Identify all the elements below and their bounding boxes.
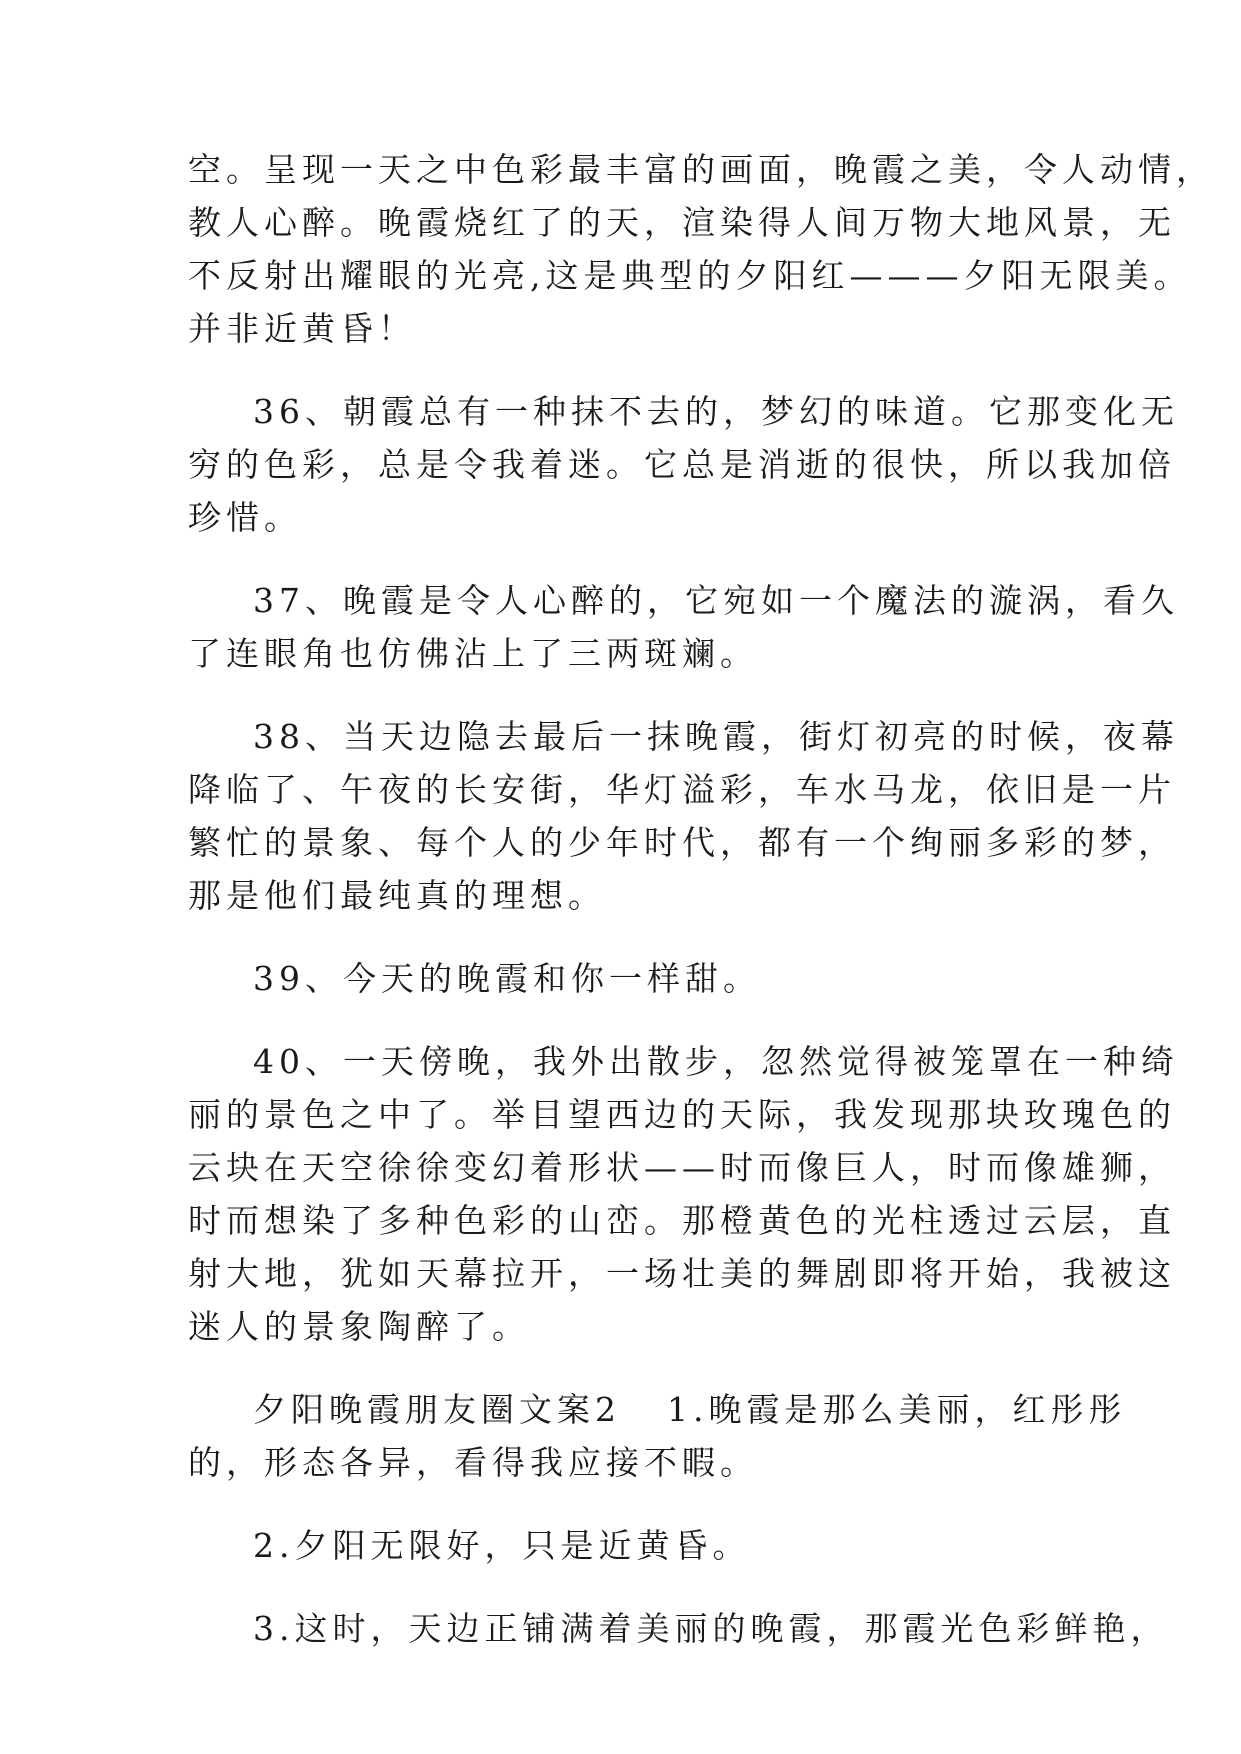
text-line: 降临了、午夜的长安街，华灯溢彩，车水马龙，依旧是一片 [188,770,1176,809]
text-line: 教人心醉。晚霞烧红了的天，渲染得人间万物大地风景，无 [188,203,1176,242]
text-line: 那是他们最纯真的理想。 [188,876,606,915]
text-line: 射大地，犹如天幕拉开，一场壮美的舞剧即将开始，我被这 [188,1254,1176,1293]
text-line: 珍惜。 [188,498,302,537]
list-item-2: 2.夕阳无限好，只是近黄昏。 [253,1526,751,1565]
paragraph-40-line: 40、一天傍晚，我外出散步，忽然觉得被笼罩在一种绮 [253,1042,1179,1081]
section-heading-line [253,1388,1127,1432]
text-line: 不反射出耀眼的光亮,这是典型的夕阳红———夕阳无限美。 [188,256,1192,295]
text-line: 迷人的景象陶醉了。 [188,1307,530,1346]
paragraph-38-line: 38、当天边隐去最后一抹晚霞，街灯初亮的时候，夜幕 [253,717,1179,756]
text-line: 穷的色彩，总是令我着迷。它总是消逝的很快，所以我加倍 [188,445,1176,484]
text-line: 时而想染了多种色彩的山峦。那橙黄色的光柱透过云层，直 [188,1201,1176,1240]
paragraph-37-line: 37、晚霞是令人心醉的，它宛如一个魔法的漩涡，看久 [253,581,1179,620]
text-line: 云块在天空徐徐变幻着形状——时而像巨人，时而像雄狮， [188,1148,1176,1187]
section-first-item: 1.晚霞是那么美丽，红彤彤 [667,1390,1127,1429]
text-line: 空。呈现一天之中色彩最丰富的画面，晚霞之美，令人动情， [188,150,1214,189]
text-line: 的，形态各异，看得我应接不暇。 [188,1443,758,1482]
paragraph-39-line: 39、今天的晚霞和你一样甜。 [253,959,761,998]
list-item-3: 3.这时，天边正铺满着美丽的晚霞，那霞光色彩鲜艳， [253,1609,1169,1648]
text-line: 繁忙的景象、每个人的少年时代，都有一个绚丽多彩的梦， [188,823,1176,862]
text-line: 丽的景色之中了。举目望西边的天际，我发现那块玫瑰色的 [188,1095,1176,1134]
text-line: 并非近黄昏！ [188,309,416,348]
paragraph-36-line: 36、朝霞总有一种抹不去的，梦幻的味道。它那变化无 [253,392,1179,431]
text-line: 了连眼角也仿佛沾上了三两斑斓。 [188,634,758,673]
section-title: 夕阳晚霞朋友圈文案2 [253,1390,621,1429]
